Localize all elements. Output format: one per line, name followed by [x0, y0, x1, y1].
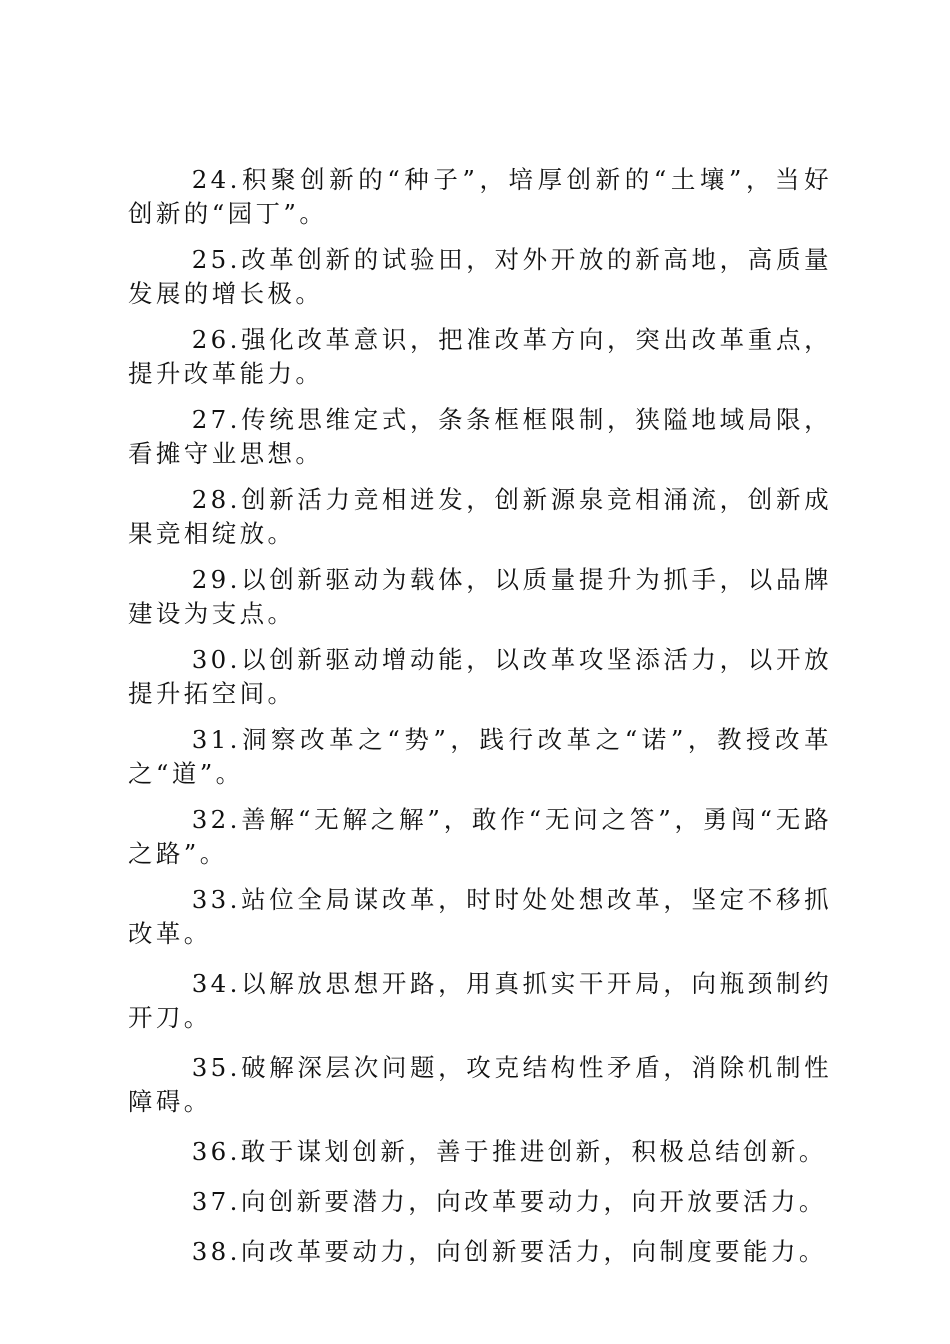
paragraph-34: 34.以解放思想开路，用真抓实干开局，向瓶颈制约开刀。: [128, 969, 832, 1032]
paragraph-35: 35.破解深层次问题，攻克结构性矛盾，消除机制性障碍。: [128, 1053, 832, 1116]
paragraph-27: 27.传统思维定式，条条框框限制，狭隘地域局限，看摊守业思想。: [128, 405, 832, 468]
paragraph-29: 29.以创新驱动为载体，以质量提升为抓手，以品牌建设为支点。: [128, 565, 832, 628]
paragraph-37: 37.向创新要潜力，向改革要动力，向开放要活力。: [191, 1187, 827, 1216]
paragraph-24: 24.积聚创新的“种子”，培厚创新的“土壤”，当好创新的“园丁”。: [128, 165, 832, 228]
paragraph-25: 25.改革创新的试验田，对外开放的新高地，高质量发展的增长极。: [128, 245, 832, 308]
paragraph-31: 31.洞察改革之“势”，践行改革之“诺”，教授改革之“道”。: [128, 725, 832, 788]
paragraph-30: 30.以创新驱动增动能，以改革攻坚添活力，以开放提升拓空间。: [128, 645, 832, 708]
paragraph-38: 38.向改革要动力，向创新要活力，向制度要能力。: [191, 1237, 827, 1266]
paragraph-26: 26.强化改革意识，把准改革方向，突出改革重点，提升改革能力。: [128, 325, 832, 388]
paragraph-32: 32.善解“无解之解”，敢作“无问之答”，勇闯“无路之路”。: [128, 805, 832, 868]
paragraph-33: 33.站位全局谋改革，时时处处想改革，坚定不移抓改革。: [128, 885, 832, 948]
paragraph-28: 28.创新活力竞相迸发，创新源泉竞相涌流，创新成果竞相绽放。: [128, 485, 832, 548]
paragraph-36: 36.敢于谋划创新，善于推进创新，积极总结创新。: [191, 1137, 827, 1166]
document-page: [128, 163, 832, 1285]
